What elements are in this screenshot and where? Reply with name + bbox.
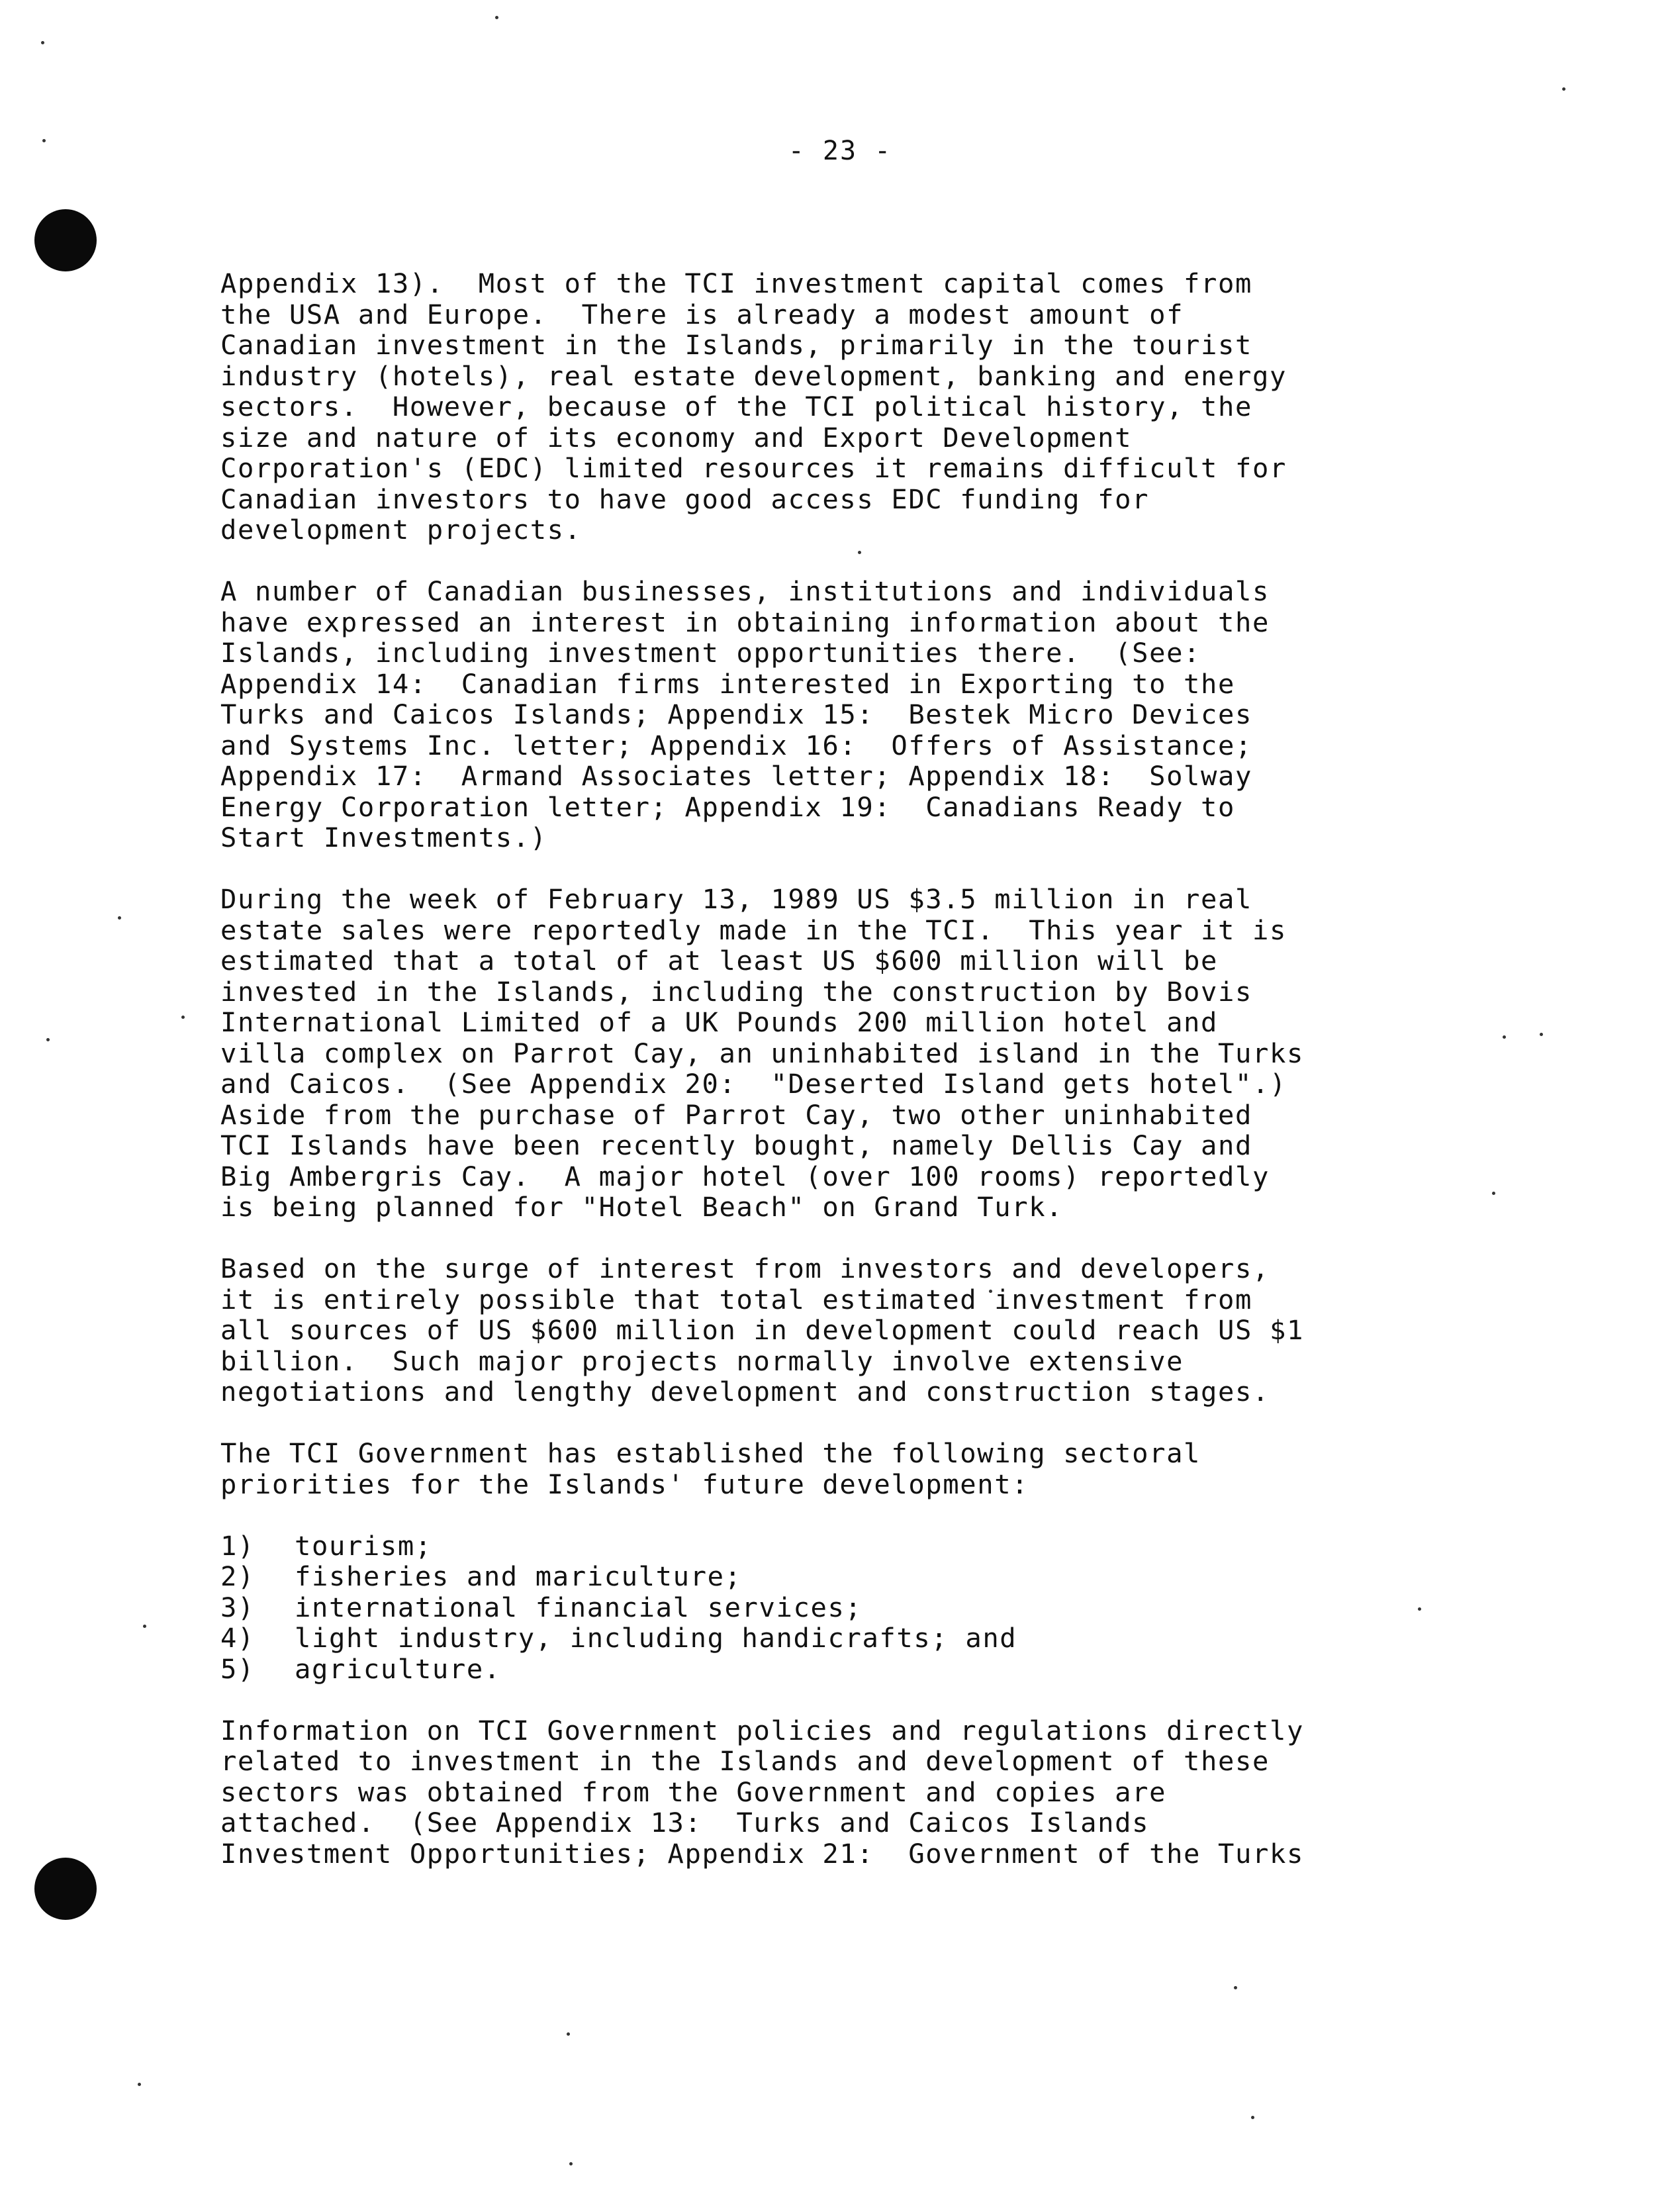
list-item-number: 2) <box>220 1560 255 1592</box>
page-number: - 23 - <box>788 136 892 166</box>
text-line: attached. (See Appendix 13: Turks and Caicos Islands <box>220 1807 1150 1838</box>
text-line: TCI Islands have been recently bought, namely Dellis Cay and <box>220 1129 1252 1161</box>
list-item <box>220 1654 1478 1685</box>
scan-speck <box>1251 2116 1254 2119</box>
paragraph-government-policies <box>220 1715 1478 1870</box>
scan-speck <box>1503 1035 1506 1039</box>
scan-speck <box>1234 1986 1237 1989</box>
priorities-list <box>220 1531 1478 1685</box>
list-item <box>220 1623 1478 1654</box>
scan-speck <box>118 916 121 920</box>
text-line: Canadian investment in the Islands, primarily in the tourist <box>220 329 1252 361</box>
text-line: have expressed an interest in obtaining information about the <box>220 606 1270 638</box>
scan-speck <box>1540 1033 1543 1036</box>
text-line: is being planned for "Hotel Beach" on Grand Turk. <box>220 1191 1064 1223</box>
list-item-text: light industry, including handicrafts; and <box>295 1622 1017 1654</box>
text-line: During the week of February 13, 1989 US $3.5 million in real <box>220 883 1252 915</box>
list-item-text: agriculture. <box>295 1652 501 1685</box>
text-line: Information on TCI Government policies and regulations directly <box>220 1714 1304 1746</box>
scan-speck <box>143 1625 146 1628</box>
list-item-number: 4) <box>220 1622 255 1654</box>
scan-speck <box>181 1016 185 1019</box>
text-line: invested in the Islands, including the construction by Bovis <box>220 975 1252 1008</box>
list-item <box>220 1531 1478 1562</box>
text-line: and Systems Inc. letter; Appendix 16: Offers of Assistance; <box>220 729 1252 761</box>
text-line: size and nature of its economy and Export Development <box>220 421 1133 453</box>
text-line: industry (hotels), real estate development, banking and energy <box>220 359 1287 392</box>
text-line: The TCI Government has established the following sectoral <box>220 1437 1201 1469</box>
text-line: the USA and Europe. There is already a modest amount of <box>220 298 1184 330</box>
body-text <box>220 268 1478 1900</box>
list-item-number: 5) <box>220 1652 255 1685</box>
text-line: it is entirely possible that total estimated investment from <box>220 1283 1252 1315</box>
text-line: Based on the surge of interest from investors and developers, <box>220 1253 1270 1284</box>
text-line: Canadian investors to have good access EDC funding for <box>220 483 1150 515</box>
scan-speck <box>495 16 498 19</box>
list-item <box>220 1561 1478 1592</box>
paragraph-canadian-interest <box>220 576 1478 853</box>
text-line: A number of Canadian businesses, institutions and individuals <box>220 575 1270 607</box>
punch-hole-bottom <box>34 1858 97 1920</box>
text-line: Turks and Caicos Islands; Appendix 15: Bestek Micro Devices <box>220 698 1252 730</box>
paragraph-investment-estimate <box>220 1253 1478 1407</box>
text-line: Appendix 17: Armand Associates letter; Appendix 18: Solway <box>220 760 1252 792</box>
text-line: Islands, including investment opportunities there. (See: <box>220 637 1201 669</box>
text-line: negotiations and lengthy development and construction stages. <box>220 1376 1270 1407</box>
paragraph-investment-capital <box>220 268 1478 546</box>
list-item <box>220 1592 1478 1623</box>
list-item-text: fisheries and mariculture; <box>295 1560 742 1592</box>
scan-speck <box>569 2162 573 2165</box>
text-line: sectors. However, because of the TCI political history, the <box>220 391 1252 422</box>
paragraph-real-estate-sales <box>220 884 1478 1223</box>
text-line: International Limited of a UK Pounds 200 million hotel and <box>220 1006 1219 1038</box>
text-line: Aside from the purchase of Parrot Cay, two other uninhabited <box>220 1098 1252 1131</box>
text-line: billion. Such major projects normally involve extensive <box>220 1345 1184 1377</box>
text-line: Big Ambergris Cay. A major hotel (over 100 rooms) reportedly <box>220 1160 1270 1192</box>
text-line: Investment Opportunities; Appendix 21: Government of the Turks <box>220 1837 1304 1870</box>
list-item-text: tourism; <box>295 1529 432 1562</box>
text-line: and Caicos. (See Appendix 20: "Deserted Island gets hotel".) <box>220 1068 1287 1100</box>
text-line: estate sales were reportedly made in the TCI. This year it is <box>220 914 1287 946</box>
text-line: all sources of US $600 million in development could reach US $1 <box>220 1314 1304 1346</box>
text-line: Appendix 13). Most of the TCI investment capital comes from <box>220 267 1252 299</box>
text-line: priorities for the Islands' future development: <box>220 1468 1029 1500</box>
list-item-number: 3) <box>220 1591 255 1623</box>
list-item-number: 1) <box>220 1529 255 1562</box>
text-line: development projects. <box>220 514 582 546</box>
text-line: Corporation's (EDC) limited resources it remains difficult for <box>220 452 1287 484</box>
text-line: sectors was obtained from the Government and copies are <box>220 1776 1167 1808</box>
list-item-text: international financial services; <box>295 1591 863 1623</box>
paragraph-sectoral-priorities-intro <box>220 1438 1478 1499</box>
text-line: Appendix 14: Canadian firms interested in Exporting to the <box>220 667 1235 700</box>
scan-speck <box>567 2032 570 2036</box>
text-line: villa complex on Parrot Cay, an uninhabited island in the Turks <box>220 1037 1304 1069</box>
scan-speck <box>1492 1192 1495 1195</box>
text-line: Energy Corporation letter; Appendix 19: Canadians Ready to <box>220 790 1235 823</box>
text-line: Start Investments.) <box>220 822 547 853</box>
scan-speck <box>46 1038 50 1041</box>
punch-hole-top <box>34 209 97 271</box>
scan-speck <box>138 2083 141 2086</box>
text-line: estimated that a total of at least US $600 million will be <box>220 945 1219 976</box>
scan-speck <box>1562 87 1565 91</box>
text-line: related to investment in the Islands and development of these <box>220 1745 1270 1777</box>
scan-speck <box>41 41 44 44</box>
